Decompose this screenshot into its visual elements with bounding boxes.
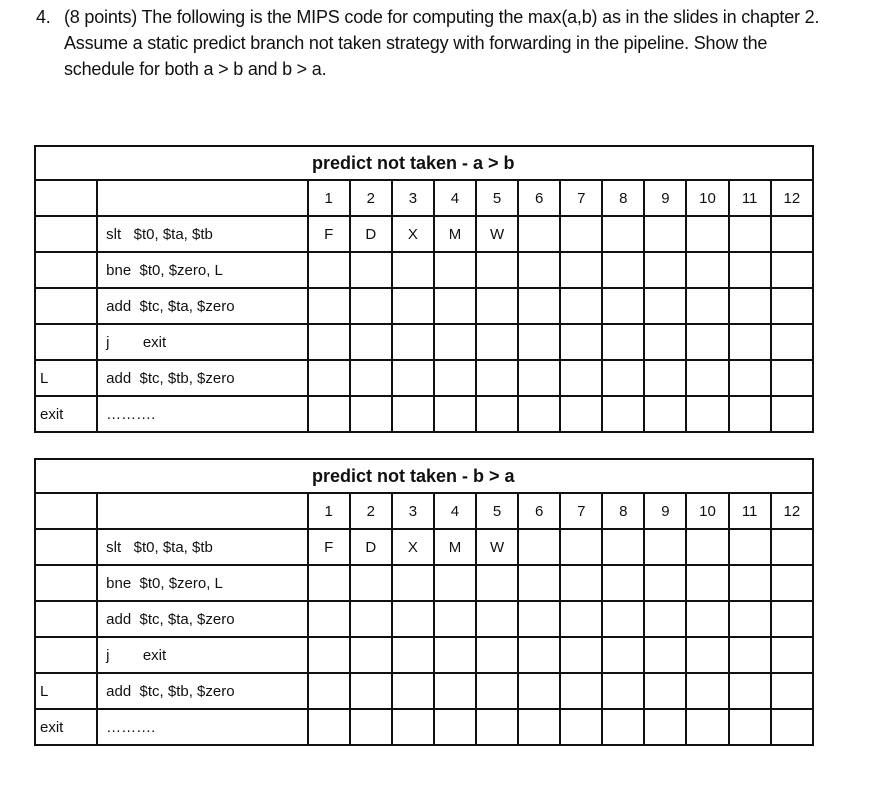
stage-cell[interactable] <box>560 673 602 709</box>
stage-cell[interactable] <box>686 360 728 396</box>
cycle-number: 3 <box>392 180 434 216</box>
stage-cell[interactable] <box>644 252 686 288</box>
stage-cell[interactable] <box>686 565 728 601</box>
stage-cell[interactable]: F <box>308 216 350 252</box>
question-number: 4. <box>36 7 51 27</box>
stage-cell[interactable] <box>771 288 813 324</box>
stage-cell[interactable] <box>560 529 602 565</box>
stage-cell[interactable] <box>602 529 644 565</box>
stage-cell[interactable] <box>644 601 686 637</box>
instruction: j exit <box>97 324 307 360</box>
stage-cell[interactable] <box>350 601 392 637</box>
stage-cell[interactable] <box>392 637 434 673</box>
stage-cell[interactable] <box>771 216 813 252</box>
stage-cell[interactable] <box>771 252 813 288</box>
stage-cell[interactable] <box>434 637 476 673</box>
row-label <box>35 529 97 565</box>
row-label <box>35 637 97 673</box>
header-label-cell <box>35 493 97 529</box>
stage-cell[interactable] <box>350 637 392 673</box>
stage-cell[interactable] <box>644 216 686 252</box>
stage-cell[interactable] <box>729 252 771 288</box>
stage-cell[interactable] <box>644 529 686 565</box>
stage-cell[interactable] <box>771 396 813 432</box>
stage-cell[interactable] <box>686 216 728 252</box>
stage-cell[interactable] <box>560 360 602 396</box>
stage-cell[interactable] <box>686 324 728 360</box>
stage-cell[interactable] <box>602 637 644 673</box>
stage-cell[interactable] <box>686 288 728 324</box>
stage-cell[interactable] <box>729 216 771 252</box>
stage-cell[interactable]: X <box>392 529 434 565</box>
table-title: predict not taken - a > b <box>35 146 813 180</box>
cycle-number: 10 <box>686 493 728 529</box>
table-title-row <box>35 459 813 493</box>
cycle-number: 9 <box>644 180 686 216</box>
stage-cell[interactable]: M <box>434 216 476 252</box>
stage-cell[interactable]: X <box>392 216 434 252</box>
cycle-number: 4 <box>434 493 476 529</box>
stage-cell[interactable] <box>686 396 728 432</box>
stage-cell[interactable] <box>518 324 560 360</box>
instruction: add $tc, $tb, $zero <box>97 360 307 396</box>
stage-cell[interactable] <box>518 709 560 745</box>
table-title-row <box>35 146 813 180</box>
stage-cell[interactable] <box>476 709 518 745</box>
stage-cell[interactable] <box>392 324 434 360</box>
stage-cell[interactable] <box>644 288 686 324</box>
instruction: add $tc, $ta, $zero <box>97 601 307 637</box>
cycle-number: 4 <box>434 180 476 216</box>
cycle-number: 5 <box>476 493 518 529</box>
instruction-row <box>35 673 813 709</box>
row-label <box>35 288 97 324</box>
stage-cell[interactable] <box>308 637 350 673</box>
cycle-number: 9 <box>644 493 686 529</box>
stage-cell[interactable]: W <box>476 216 518 252</box>
cycle-number: 1 <box>308 180 350 216</box>
stage-cell[interactable] <box>308 360 350 396</box>
row-label <box>35 252 97 288</box>
stage-cell[interactable] <box>602 601 644 637</box>
stage-cell[interactable] <box>518 216 560 252</box>
cycle-number: 8 <box>602 493 644 529</box>
stage-cell[interactable] <box>476 396 518 432</box>
instruction-row <box>35 565 813 601</box>
stage-cell[interactable] <box>518 529 560 565</box>
stage-cell[interactable] <box>392 601 434 637</box>
cycle-number: 7 <box>560 180 602 216</box>
cycle-number: 12 <box>771 493 813 529</box>
instruction: bne $t0, $zero, L <box>97 565 307 601</box>
stage-cell[interactable] <box>602 709 644 745</box>
cycle-header-row <box>35 493 813 529</box>
stage-cell[interactable] <box>602 673 644 709</box>
stage-cell[interactable] <box>308 252 350 288</box>
stage-cell[interactable] <box>392 396 434 432</box>
stage-cell[interactable]: D <box>350 216 392 252</box>
instruction-row <box>35 601 813 637</box>
stage-cell[interactable] <box>350 288 392 324</box>
stage-cell[interactable] <box>644 673 686 709</box>
stage-cell[interactable] <box>392 565 434 601</box>
row-label: exit <box>35 709 97 745</box>
stage-cell[interactable] <box>308 324 350 360</box>
stage-cell[interactable] <box>434 288 476 324</box>
stage-cell[interactable] <box>350 673 392 709</box>
stage-cell[interactable] <box>686 637 728 673</box>
stage-cell[interactable] <box>434 360 476 396</box>
stage-cell[interactable] <box>350 396 392 432</box>
stage-cell[interactable] <box>771 360 813 396</box>
cycle-number: 10 <box>686 180 728 216</box>
stage-cell[interactable] <box>729 601 771 637</box>
stage-cell[interactable] <box>308 396 350 432</box>
stage-cell[interactable] <box>771 709 813 745</box>
stage-cell[interactable] <box>644 709 686 745</box>
stage-cell[interactable] <box>518 601 560 637</box>
stage-cell[interactable] <box>729 673 771 709</box>
stage-cell[interactable] <box>771 637 813 673</box>
cycle-number: 11 <box>729 493 771 529</box>
instruction: slt $t0, $ta, $tb <box>97 216 307 252</box>
stage-cell[interactable] <box>644 637 686 673</box>
cycle-number: 11 <box>729 180 771 216</box>
stage-cell[interactable] <box>434 252 476 288</box>
stage-cell[interactable] <box>476 565 518 601</box>
stage-cell[interactable] <box>729 709 771 745</box>
cycle-number: 8 <box>602 180 644 216</box>
stage-cell[interactable] <box>434 601 476 637</box>
schedule-table-a-gt-b <box>34 145 814 433</box>
stage-cell[interactable] <box>392 360 434 396</box>
stage-cell[interactable] <box>308 709 350 745</box>
instruction-row <box>35 360 813 396</box>
stage-cell[interactable] <box>771 529 813 565</box>
stage-cell[interactable] <box>518 673 560 709</box>
question-text: (8 points) The following is the MIPS code for computing the max(a,b) as in the slides in chapter 2. Assume a static predict branch not taken strategy with forwarding in the pipeline. Show the schedule for both a > b and b > a. <box>64 7 820 79</box>
instruction: ………. <box>97 396 307 432</box>
stage-cell[interactable] <box>350 565 392 601</box>
header-instr-cell <box>97 493 307 529</box>
stage-cell[interactable] <box>602 288 644 324</box>
stage-cell[interactable] <box>560 601 602 637</box>
instruction-row <box>35 529 813 565</box>
stage-cell[interactable] <box>392 709 434 745</box>
stage-cell[interactable] <box>518 637 560 673</box>
stage-cell[interactable] <box>729 396 771 432</box>
stage-cell[interactable] <box>560 288 602 324</box>
stage-cell[interactable] <box>560 565 602 601</box>
stage-cell[interactable] <box>686 529 728 565</box>
stage-cell[interactable] <box>392 673 434 709</box>
stage-cell[interactable] <box>560 216 602 252</box>
stage-cell[interactable] <box>476 288 518 324</box>
row-label: L <box>35 673 97 709</box>
stage-cell[interactable] <box>771 324 813 360</box>
stage-cell[interactable] <box>350 252 392 288</box>
instruction: slt $t0, $ta, $tb <box>97 529 307 565</box>
stage-cell[interactable] <box>308 601 350 637</box>
stage-cell[interactable] <box>434 709 476 745</box>
stage-cell[interactable] <box>434 324 476 360</box>
row-label <box>35 216 97 252</box>
stage-cell[interactable] <box>644 565 686 601</box>
schedule-table-b-gt-a <box>34 458 814 746</box>
stage-cell[interactable] <box>560 252 602 288</box>
cycle-number: 6 <box>518 180 560 216</box>
stage-cell[interactable] <box>602 360 644 396</box>
cycle-number: 2 <box>350 180 392 216</box>
instruction-row <box>35 324 813 360</box>
stage-cell[interactable] <box>686 709 728 745</box>
instruction-row <box>35 288 813 324</box>
stage-cell[interactable] <box>729 360 771 396</box>
header-label-cell <box>35 180 97 216</box>
stage-cell[interactable] <box>476 252 518 288</box>
instruction: ………. <box>97 709 307 745</box>
stage-cell[interactable] <box>350 709 392 745</box>
cycle-number: 2 <box>350 493 392 529</box>
row-label: exit <box>35 396 97 432</box>
header-instr-cell <box>97 180 307 216</box>
stage-cell[interactable] <box>434 565 476 601</box>
stage-cell[interactable] <box>644 360 686 396</box>
instruction: add $tc, $ta, $zero <box>97 288 307 324</box>
stage-cell[interactable] <box>560 324 602 360</box>
instruction: bne $t0, $zero, L <box>97 252 307 288</box>
cycle-number: 7 <box>560 493 602 529</box>
row-label: L <box>35 360 97 396</box>
stage-cell[interactable] <box>476 637 518 673</box>
stage-cell[interactable] <box>392 252 434 288</box>
stage-cell[interactable] <box>602 396 644 432</box>
stage-cell[interactable] <box>729 637 771 673</box>
stage-cell[interactable] <box>644 324 686 360</box>
instruction-row <box>35 396 813 432</box>
stage-cell[interactable] <box>686 252 728 288</box>
stage-cell[interactable] <box>602 324 644 360</box>
stage-cell[interactable] <box>686 601 728 637</box>
stage-cell[interactable]: D <box>350 529 392 565</box>
stage-cell[interactable] <box>602 565 644 601</box>
stage-cell[interactable] <box>392 288 434 324</box>
stage-cell[interactable] <box>476 673 518 709</box>
cycle-number: 6 <box>518 493 560 529</box>
stage-cell[interactable] <box>686 673 728 709</box>
stage-cell[interactable] <box>729 529 771 565</box>
instruction-row <box>35 252 813 288</box>
instruction-row <box>35 637 813 673</box>
stage-cell[interactable] <box>602 216 644 252</box>
stage-cell[interactable]: M <box>434 529 476 565</box>
stage-cell[interactable] <box>476 601 518 637</box>
stage-cell[interactable] <box>560 709 602 745</box>
row-label <box>35 324 97 360</box>
stage-cell[interactable] <box>771 673 813 709</box>
stage-cell[interactable] <box>771 565 813 601</box>
row-label <box>35 565 97 601</box>
stage-cell[interactable] <box>518 288 560 324</box>
table-title: predict not taken - b > a <box>35 459 813 493</box>
cycle-number: 3 <box>392 493 434 529</box>
cycle-header-row <box>35 180 813 216</box>
stage-cell[interactable] <box>644 396 686 432</box>
stage-cell[interactable]: W <box>476 529 518 565</box>
stage-cell[interactable] <box>729 565 771 601</box>
stage-cell[interactable] <box>350 360 392 396</box>
stage-cell[interactable] <box>476 324 518 360</box>
stage-cell[interactable] <box>729 288 771 324</box>
stage-cell[interactable] <box>560 637 602 673</box>
stage-cell[interactable] <box>771 601 813 637</box>
stage-cell[interactable] <box>434 396 476 432</box>
cycle-number: 5 <box>476 180 518 216</box>
stage-cell[interactable] <box>350 324 392 360</box>
cycle-number: 1 <box>308 493 350 529</box>
stage-cell[interactable] <box>476 360 518 396</box>
instruction: j exit <box>97 637 307 673</box>
stage-cell[interactable] <box>518 360 560 396</box>
stage-cell[interactable] <box>518 565 560 601</box>
stage-cell[interactable] <box>308 288 350 324</box>
row-label <box>35 601 97 637</box>
stage-cell[interactable] <box>434 673 476 709</box>
instruction-row <box>35 216 813 252</box>
stage-cell[interactable]: F <box>308 529 350 565</box>
stage-cell[interactable] <box>518 252 560 288</box>
instruction: add $tc, $tb, $zero <box>97 673 307 709</box>
stage-cell[interactable] <box>518 396 560 432</box>
stage-cell[interactable] <box>602 252 644 288</box>
cycle-number: 12 <box>771 180 813 216</box>
instruction-row <box>35 709 813 745</box>
stage-cell[interactable] <box>560 396 602 432</box>
stage-cell[interactable] <box>308 565 350 601</box>
stage-cell[interactable] <box>729 324 771 360</box>
stage-cell[interactable] <box>308 673 350 709</box>
